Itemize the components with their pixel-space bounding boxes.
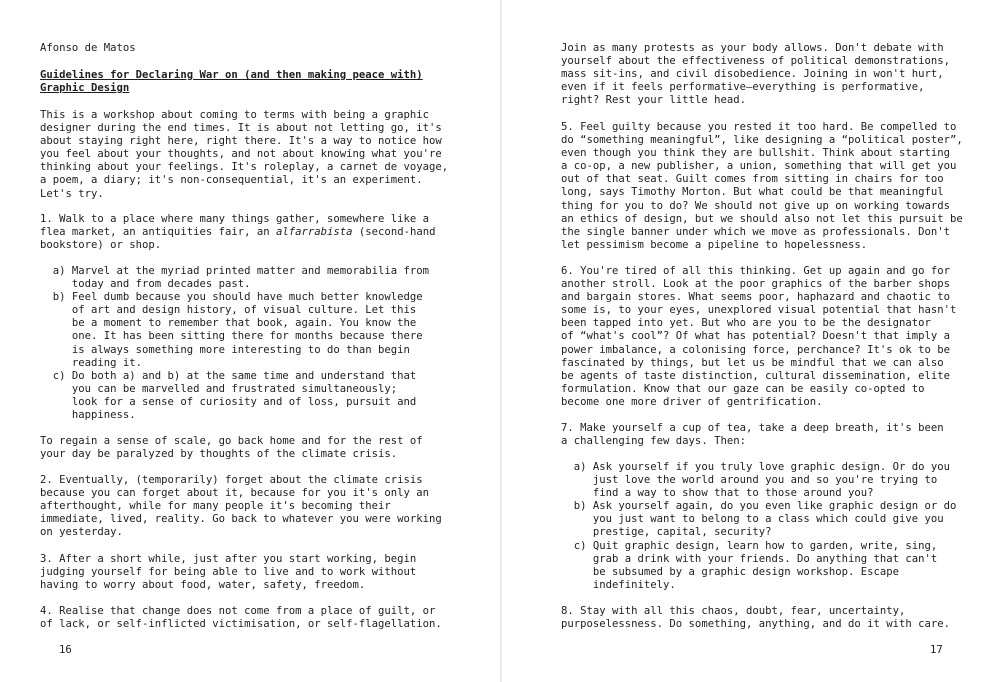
alfarrabista-term: alfarrabista: [276, 226, 353, 239]
item-7-paragraph: 7. Make yourself a cup of tea, take a deep breath, it's been a challenging few days. Then:: [561, 422, 944, 448]
item-7-sublist: a) Ask yourself if you truly love graphic design. Or do you just love the world around you and so you're trying to find a way to show that to those around you? b) Ask yourself again, do you even like graphic design or do you just want to belong to a class which could give you prestige, capital, security? c) Quit graphic design, learn how to garden, write, sing, grab a drink with your friends. Do anything that can't be subsumed by a graphic design workshop. Escape indefinitely.: [573, 461, 957, 591]
page-number-right: 17: [930, 644, 943, 656]
scale-paragraph: To regain a sense of scale, go back home and for the rest of your day be paralyzed by thoughts of the climate crisis.: [40, 435, 423, 461]
item-2-paragraph: 2. Eventually, (temporarily) forget about the climate crisis because you can forget about it, because for you it's only an afterthought, while for many people it's becoming their immediate, lived, reality. Go back to whatever you were working on yesterday.: [40, 474, 442, 539]
article-title: Guidelines for Declaring War on (and then making peace with) Graphic Design: [40, 69, 423, 95]
item-6-paragraph: 6. You're tired of all this thinking. Get up again and go for another stroll. Look at the poor graphics of the barber shops and bargain stores. What seems poor, haphazard and chaotic to some is, to your eyes, unexplored visual potential that hasn't been tapped into yet. But who are you to be the designator of “what's cool”? Of what has potential? Doesn't that imply a power imbalance, a colonising force, perchance? It's ok to be fascinated by things, but let us be mindful that we can also be agents of taste distinction, cultural dissemination, elite formulation. Know that our gaze can be easily co-opted to become one more driver of gentrification.: [561, 265, 957, 408]
item-1-sublist: a) Marvel at the myriad printed matter and memorabilia from today and from decades past. b) Feel dumb because you should have much better knowledge of art and design history, of visual culture. Let this be a moment to remember that book, again. You know the one. It has been sitting there for months because there is always something more interesting to do than begin reading it. c) Do both a) and b) at the same time and understand that you can be marvelled and frustrated simultaneously; look for a sense of curiosity and of loss, pursuit and happiness.: [52, 265, 430, 422]
continuation-paragraph: Join as many protests as your body allows. Don't debate with yourself about the effectiveness of political demonstrations, mass sit-ins, and civil disobedience. Joining in won't hurt, even if it feels performative—everything is performative, right? Rest your little head.: [561, 42, 951, 107]
item-1-line-2-end: (second-hand: [352, 226, 436, 239]
item-3-paragraph: 3. After a short while, just after you start working, begin judging yourself for being able to live and to work without having to worry about food, water, safety, freedom.: [40, 553, 417, 592]
page-number-left: 16: [59, 644, 72, 656]
item-1-line-1: 1. Walk to a place where many things gather, somewhere like a: [40, 213, 430, 225]
author-name: Afonso de Matos: [40, 42, 136, 54]
item-4-paragraph: 4. Realise that change does not come from a place of guilt, or of lack, or self-inflicted victimisation, or self-flagellation.: [40, 605, 442, 631]
item-1-line-2-start: flea market, an antiquities fair, an: [40, 226, 276, 239]
item-1-paragraph: [40, 213, 435, 252]
right-page: [502, 0, 1000, 682]
item-8-paragraph: 8. Stay with all this chaos, doubt, fear, uncertainty, purposelessness. Do something, anything, and do it with care.: [561, 605, 951, 631]
item-5-paragraph: 5. Feel guilty because you rested it too hard. Be compelled to do “something meaningful”, like designing a “political poster”, even though you think they are bullshit. Think about starting a co-op, a new publisher, a union, something that will get you out of that seat. Guilt comes from sitting in chairs for too long, says Timothy Morton. But what could be that meaningful thing for you to do? We should not give up on working towards an ethics of design, but we should also not let this pursuit be the single banner under which we move as professionals. Don't let pessimism become a pipeline to hopelessness.: [561, 121, 963, 251]
item-1-line-3: bookstore) or shop.: [40, 239, 162, 252]
intro-paragraph: This is a workshop about coming to terms with being a graphic designer during the end times. It is about not letting go, it's about staying right here, right there. It's a way to notice how you feel about your thoughts, and not about knowing what you're thinking about your feelings. It's roleplay, a carnet de voyage, a poem, a diary; it's non-consequential, it's an experiment. Let's try.: [40, 109, 449, 200]
